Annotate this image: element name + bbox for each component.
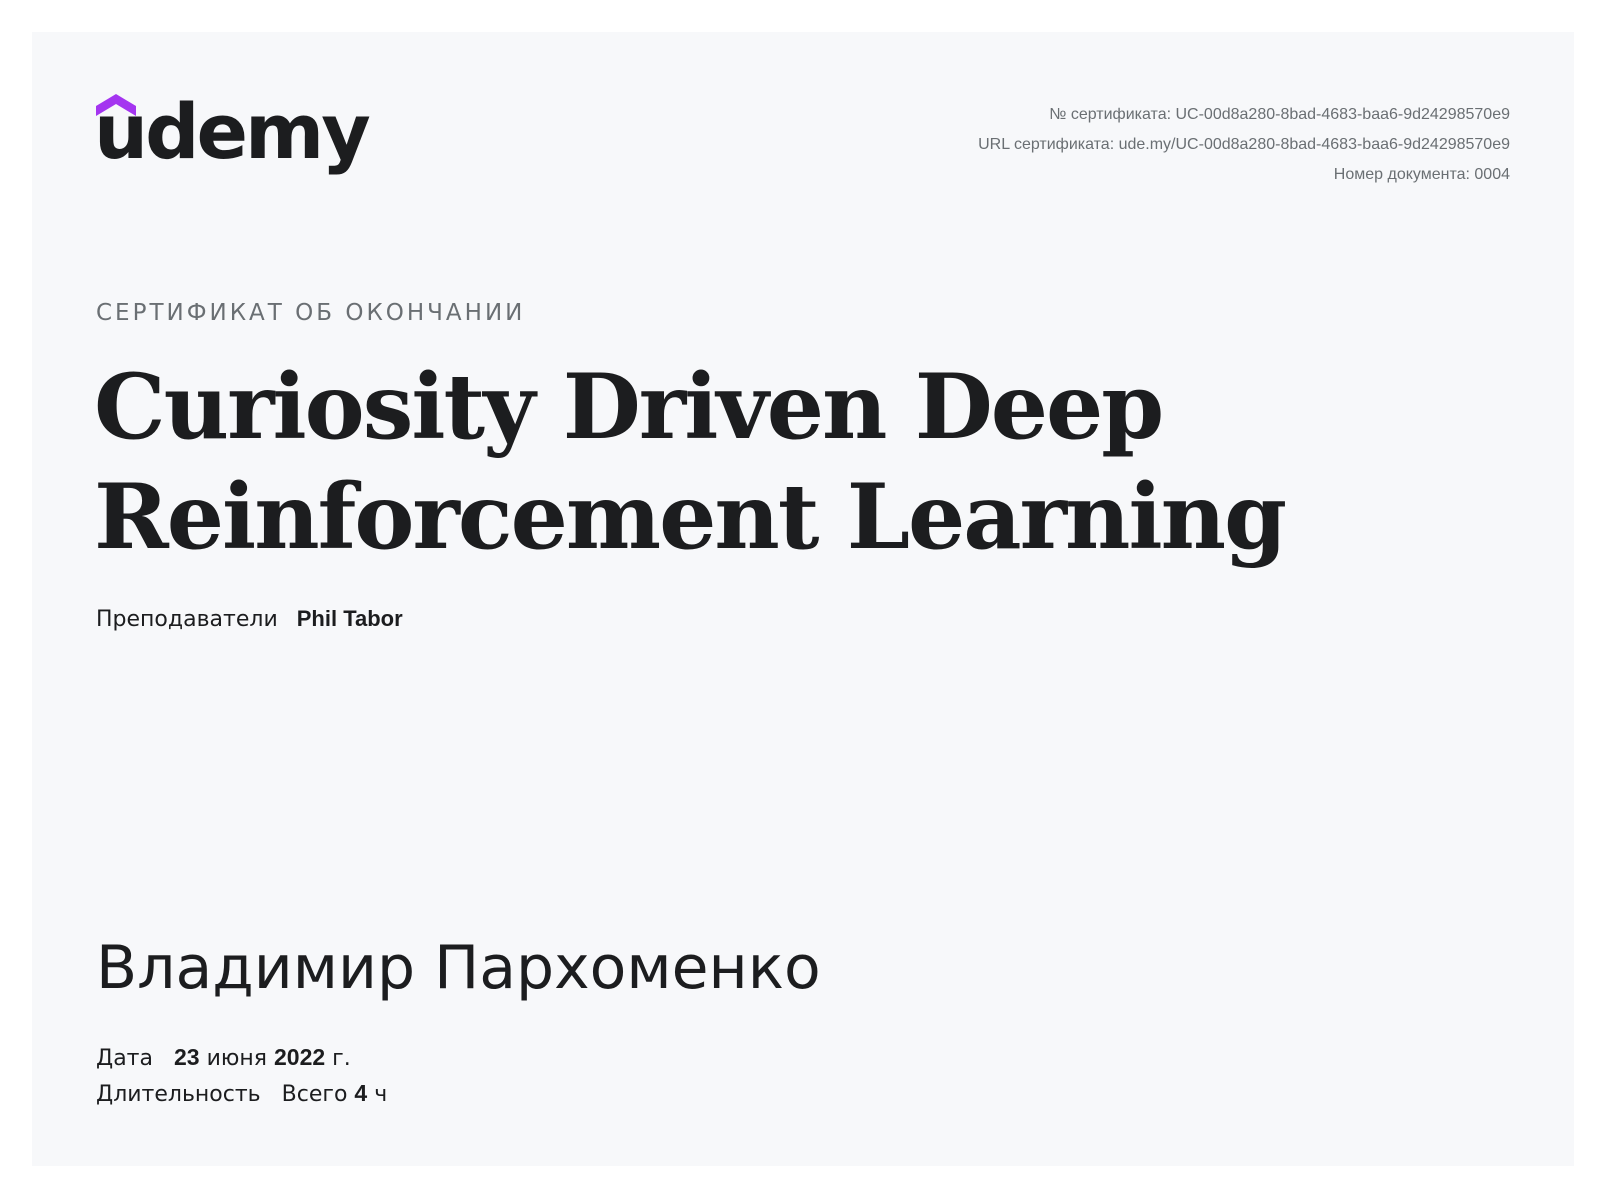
course-duration bbox=[96, 1080, 387, 1107]
udemy-logo bbox=[94, 87, 368, 204]
logo-wordmark: udemy bbox=[94, 87, 368, 176]
instructor-name: Phil Tabor bbox=[296, 606, 403, 631]
certificate-number: № сертификата: UC-00d8a280-8bad-4683-baa6-9d24298570e9 bbox=[1049, 106, 1510, 123]
certificate-subtitle: СЕРТИФИКАТ ОБ ОКОНЧАНИИ bbox=[96, 300, 526, 326]
document-number: Номер документа: 0004 bbox=[1333, 166, 1510, 183]
instructors-label: Преподаватели bbox=[96, 607, 278, 632]
date-suffix: г. bbox=[332, 1046, 351, 1071]
instructors bbox=[96, 606, 403, 632]
duration-prefix: Всего bbox=[281, 1082, 348, 1107]
duration-hours: 4 bbox=[354, 1080, 368, 1106]
certificate-url: URL сертификата: ude.my/UC-00d8a280-8bad-4683-baa6-9d24298570e9 bbox=[978, 136, 1510, 153]
date-label: Дата bbox=[96, 1046, 153, 1071]
completion-date bbox=[96, 1044, 351, 1071]
student-name: Владимир Пархоменко bbox=[96, 933, 821, 1003]
date-year: 2022 bbox=[274, 1044, 326, 1070]
date-month: июня bbox=[206, 1046, 267, 1071]
certificate-meta bbox=[978, 100, 1510, 190]
certificate bbox=[32, 32, 1574, 1166]
course-title: Curiosity Driven Deep Reinforcement Learning bbox=[94, 354, 1285, 570]
duration-label: Длительность bbox=[96, 1082, 261, 1107]
duration-unit: ч bbox=[374, 1082, 388, 1107]
date-day: 23 bbox=[173, 1044, 200, 1070]
